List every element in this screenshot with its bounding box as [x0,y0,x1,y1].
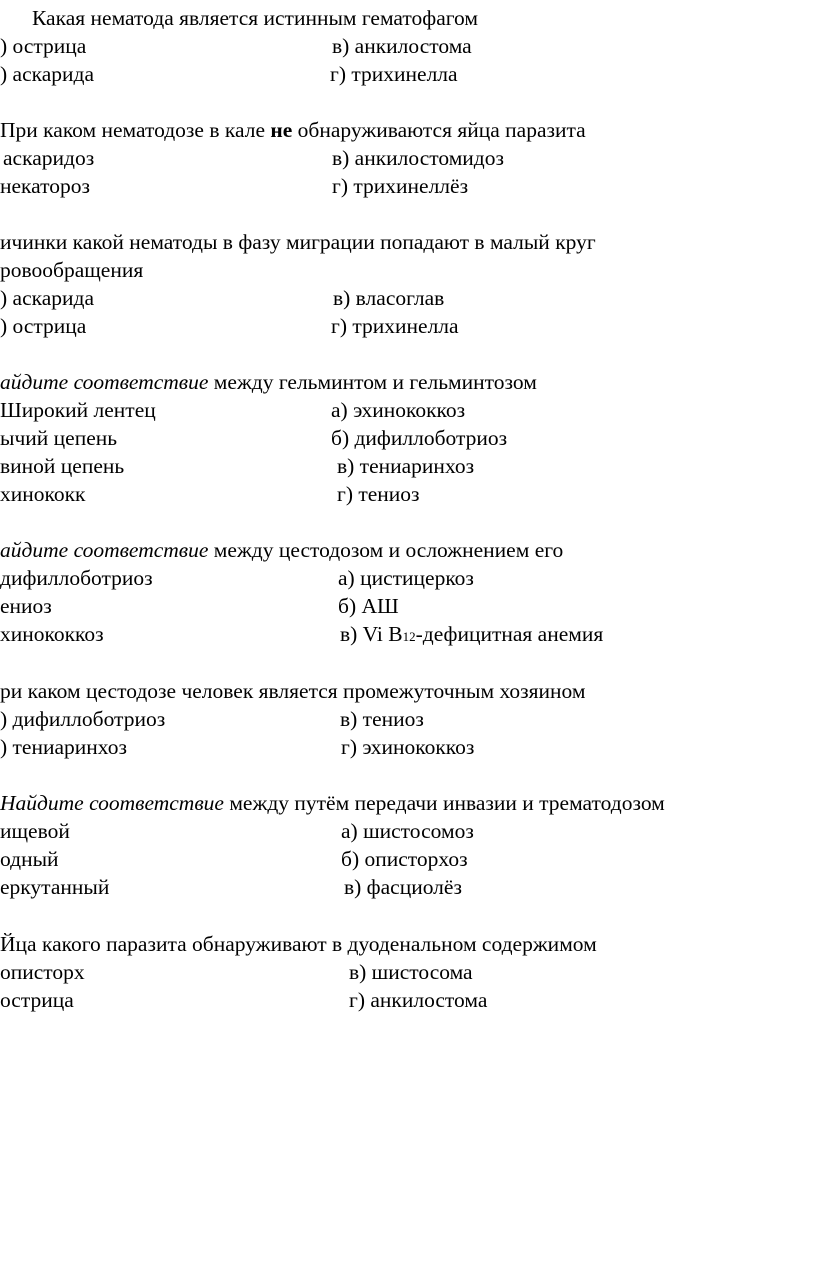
question-5 [0,536,563,564]
q5-answer-b: б) АШ [338,594,399,618]
question-7 [0,789,665,817]
q5-item-2: ениоз [0,594,52,618]
q1-option-b: ) аскарида [0,62,95,86]
q5-answer-c-sub: 12 [402,629,416,644]
q7-answer-c: в) фасциолёз [344,875,462,899]
q8-option-c: в) шистосома [349,960,473,984]
q5-answer-c-pre: в) Vi B [340,622,403,646]
q2-option-c: в) анкилостомидоз [332,146,504,170]
q5-answer-a: а) цистицеркоз [338,566,474,590]
question-2 [0,116,586,144]
q1-option-d: г) трихинелла [330,62,458,86]
q8-option-b: острица [0,988,74,1012]
q6-option-a: ) дифиллоботриоз [0,707,166,731]
q4-text-rest: между гельминтом и гельминтозом [208,370,537,394]
q4-answer-d: г) тениоз [337,482,420,506]
q7-text-italic: Найдите соответствие [0,791,224,815]
q2-option-d: г) трихинеллёз [332,174,469,198]
question-3-line-1: ичинки какой нематоды в фазу миграции попадают в малый круг [0,230,596,254]
q6-option-b: ) тениаринхоз [0,735,127,759]
question-1: Какая нематода является истинным гематофагом [32,6,478,30]
q5-text-rest: между цестодозом и осложнением его [208,538,564,562]
q3-option-d: г) трихинелла [331,314,459,338]
q6-option-c: в) тениоз [340,707,424,731]
q2-text-pre: При каком нематодозе в кале [0,118,271,142]
q1-option-a: ) острица [0,34,87,58]
question-6: ри каком цестодозе человек является промежуточным хозяином [0,679,586,703]
q5-item-3: хинококкоз [0,622,104,646]
q4-answer-c: в) тениаринхоз [337,454,475,478]
q3-option-c: в) власоглав [333,286,445,310]
q2-option-b: некатороз [0,174,91,198]
q4-item-1: Широкий лентец [0,398,156,422]
q5-answer-c [340,620,603,651]
q4-answer-a: а) эхинококкоз [331,398,466,422]
q7-item-1: ищевой [0,819,70,843]
q1-option-c: в) анкилостома [332,34,472,58]
q7-text-rest: между путём передачи инвазии и трематодозом [223,791,665,815]
question-3-line-2: ровообращения [0,258,144,282]
q2-option-a: аскаридоз [3,146,95,170]
q4-item-2: ычий цепень [0,426,118,450]
q4-item-4: хинококк [0,482,86,506]
question-8: Йца какого паразита обнаруживают в дуоденальном содержимом [0,932,597,956]
q4-text-italic: айдите соответствие [0,370,209,394]
q7-answer-a: а) шистосомоз [341,819,474,843]
q3-option-b: ) острица [0,314,87,338]
q8-option-a: описторх [0,960,85,984]
q6-option-d: г) эхинококкоз [341,735,475,759]
q7-item-3: еркутанный [0,875,110,899]
q5-item-1: дифиллоботриоз [0,566,153,590]
q7-item-2: одный [0,847,59,871]
q3-option-a: ) аскарида [0,286,95,310]
q2-text-post: обнаруживаются яйца паразита [292,118,586,142]
q5-text-italic: айдите соответствие [0,538,209,562]
q8-option-d: г) анкилостома [349,988,488,1012]
question-4 [0,368,537,396]
q4-answer-b: б) дифиллоботриоз [331,426,508,450]
q7-answer-b: б) описторхоз [341,847,468,871]
q5-answer-c-post: -дефицитная анемия [415,622,604,646]
q2-text-bold: не [270,118,293,142]
q4-item-3: виной цепень [0,454,125,478]
